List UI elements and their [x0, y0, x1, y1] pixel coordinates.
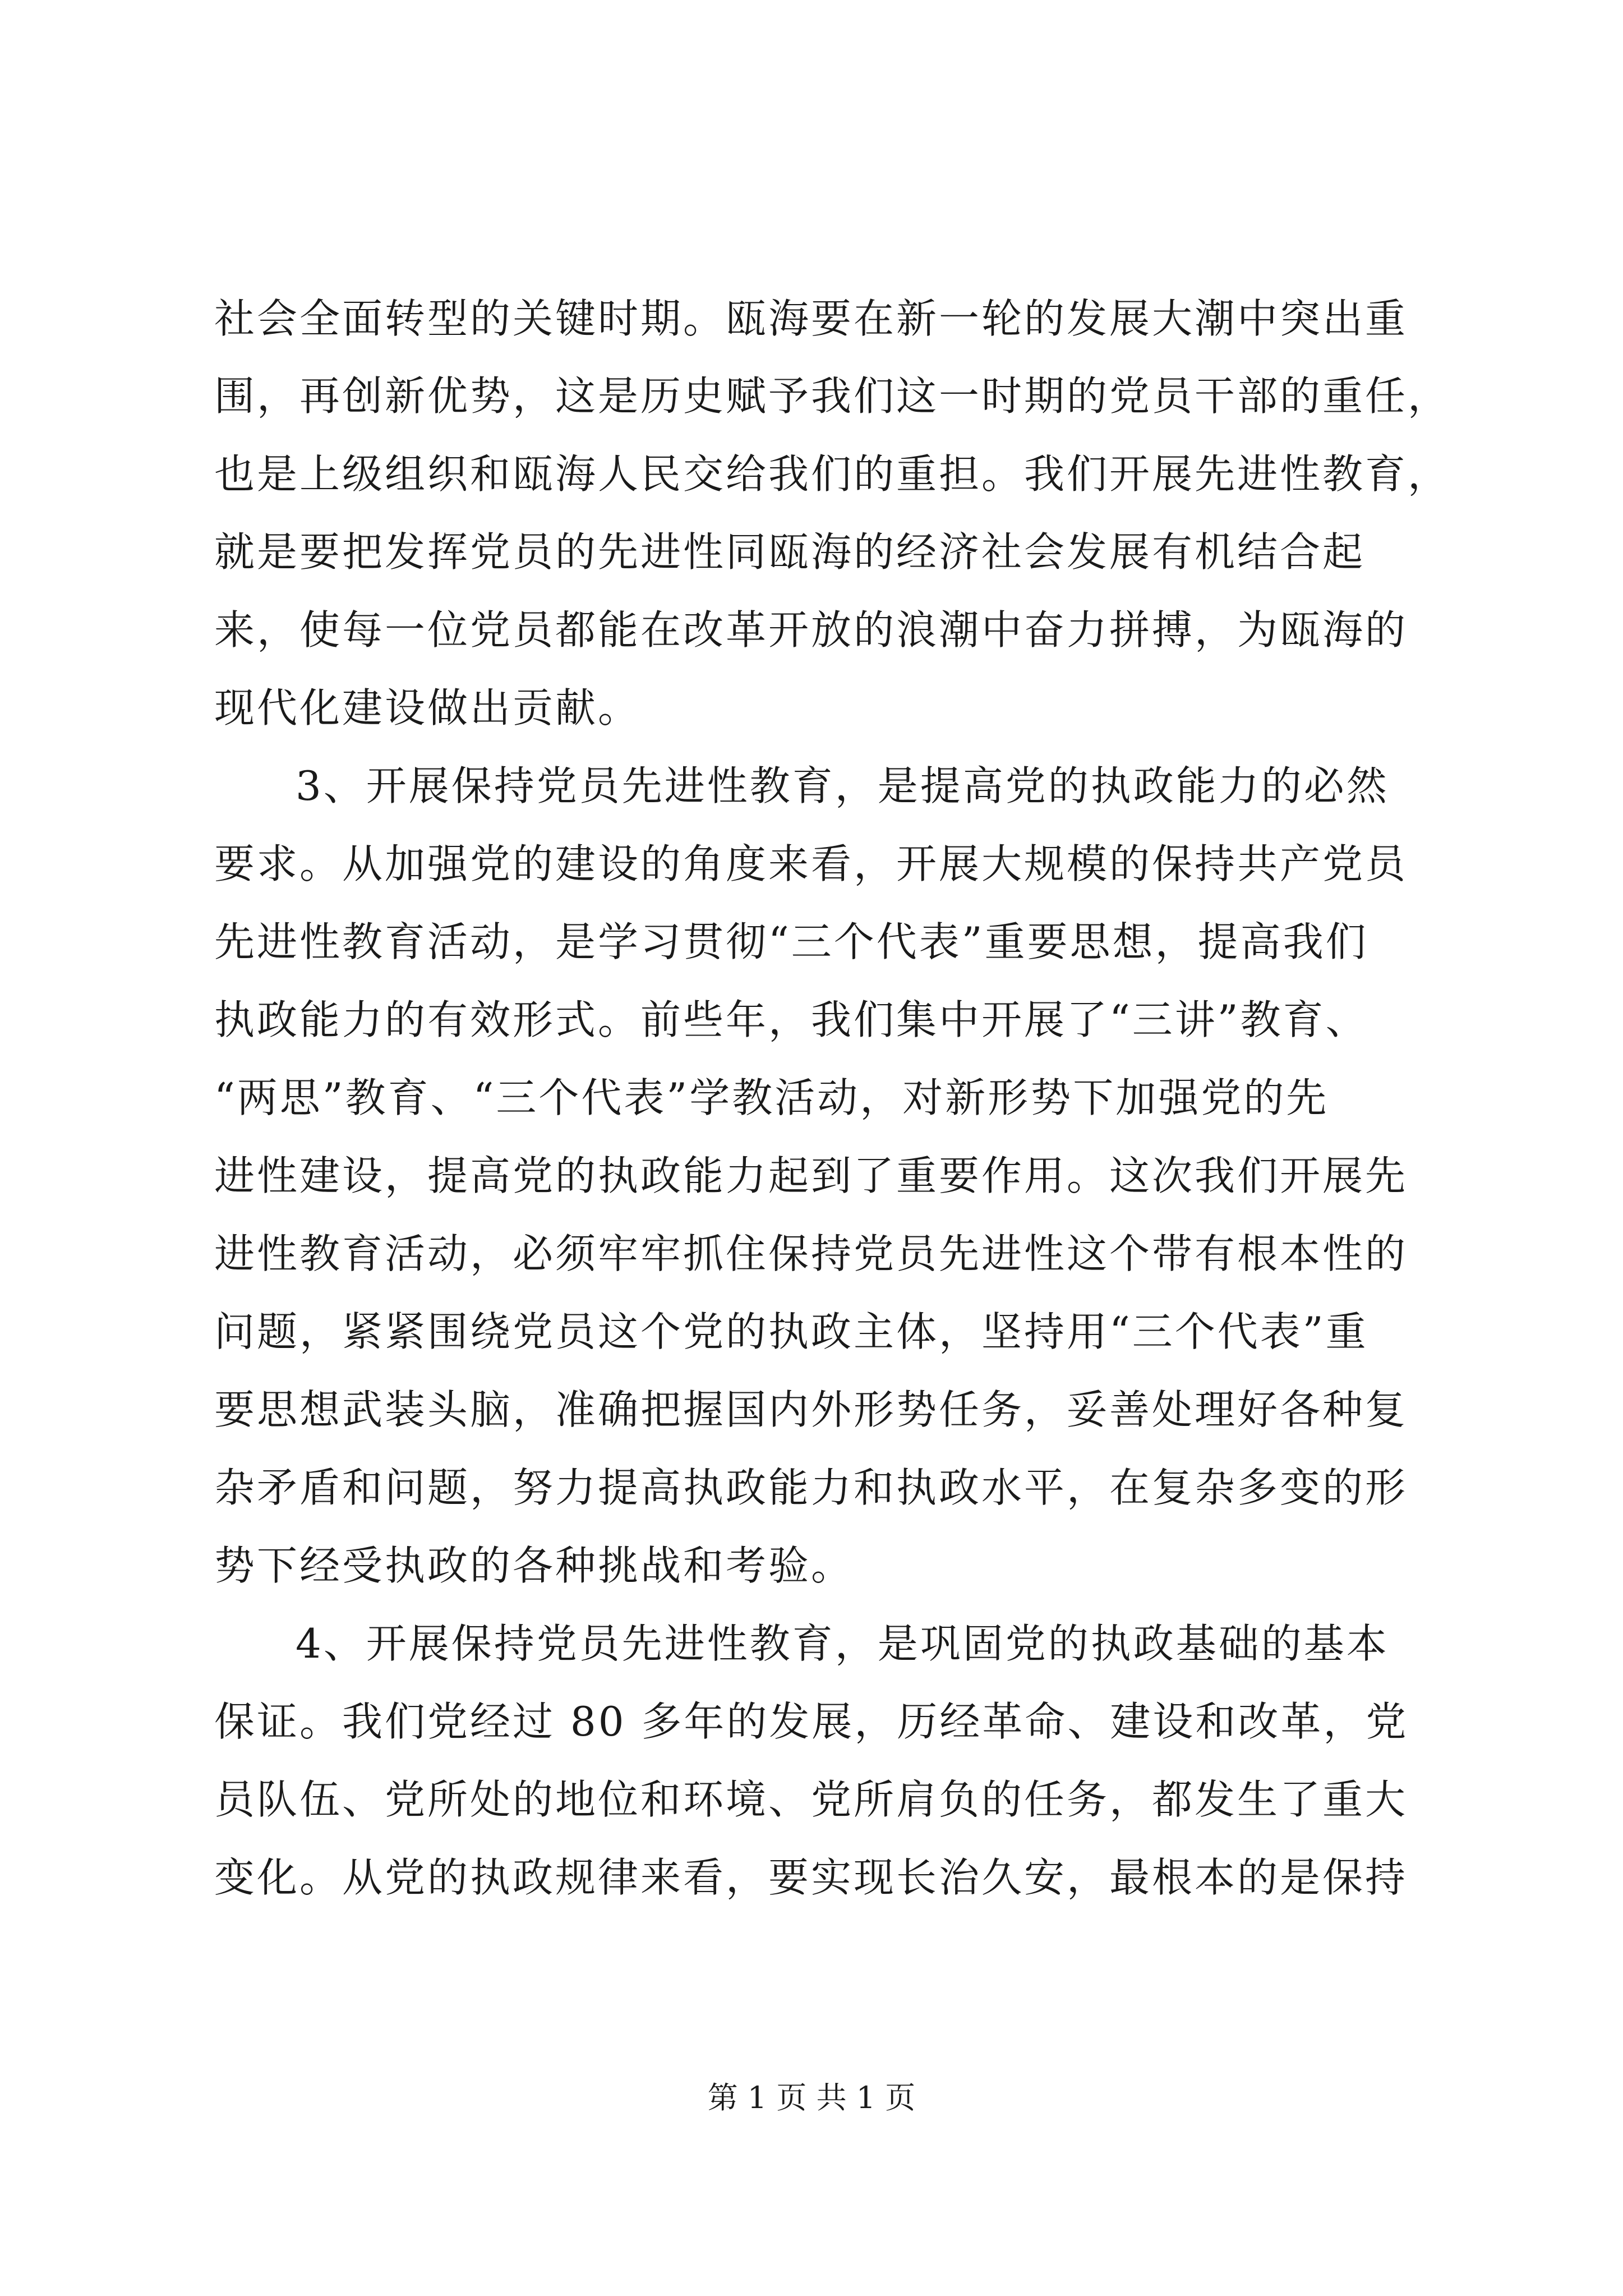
text-line: 执政能力的有效形式。前些年，我们集中开展了“三讲”教育、	[214, 996, 1368, 1043]
page-footer: 第 1 页 共 1 页	[707, 2080, 916, 2115]
text-line: 社会全面转型的关键时期。瓯海要在新一轮的发展大潮中突出重	[214, 295, 1408, 342]
text-line: 就是要把发挥党员的先进性同瓯海的经济社会发展有机结合起	[214, 528, 1366, 576]
text-line: 先进性教育活动，是学习贯彻“三个代表”重要思想，提高我们	[214, 918, 1368, 965]
paragraph-4-first-line: 4、开展保持党员先进性教育，是巩固党的执政基础的基本	[296, 1620, 1389, 1667]
text-line: 来，使每一位党员都能在改革开放的浪潮中奋力拼搏，为瓯海的	[214, 606, 1408, 654]
text-line: “两思”教育、“三个代表”学教活动，对新形势下加强党的先	[214, 1074, 1329, 1121]
text-line: 围，再创新优势，这是历史赋予我们这一时期的党员干部的重任，	[214, 372, 1451, 420]
text-line: 保证。我们党经过 80 多年的发展，历经革命、建设和改革，党	[214, 1698, 1409, 1745]
text-line: 进性建设，提高党的执政能力起到了重要作用。这次我们开展先	[214, 1152, 1408, 1199]
text-line: 员队伍、党所处的地位和环境、党所肩负的任务，都发生了重大	[214, 1776, 1408, 1823]
text-line: 变化。从党的执政规律来看，要实现长治久安，最根本的是保持	[214, 1854, 1408, 1901]
text-line: 势下经受执政的各种挑战和考验。	[214, 1542, 854, 1589]
text-line: 现代化建设做出贡献。	[214, 684, 641, 731]
text-line: 要思想武装头脑，准确把握国内外形势任务，妥善处理好各种复	[214, 1386, 1408, 1433]
text-line: 杂矛盾和问题，努力提高执政能力和执政水平，在复杂多变的形	[214, 1464, 1408, 1511]
text-line: 问题，紧紧围绕党员这个党的执政主体，坚持用“三个代表”重	[214, 1308, 1368, 1355]
text-line: 要求。从加强党的建设的角度来看，开展大规模的保持共产党员	[214, 840, 1408, 887]
text-line: 也是上级组织和瓯海人民交给我们的重担。我们开展先进性教育，	[214, 450, 1451, 498]
paragraph-3-first-line: 3、开展保持党员先进性教育，是提高党的执政能力的必然	[296, 762, 1389, 809]
text-line: 进性教育活动，必须牢牢抓住保持党员先进性这个带有根本性的	[214, 1230, 1408, 1277]
